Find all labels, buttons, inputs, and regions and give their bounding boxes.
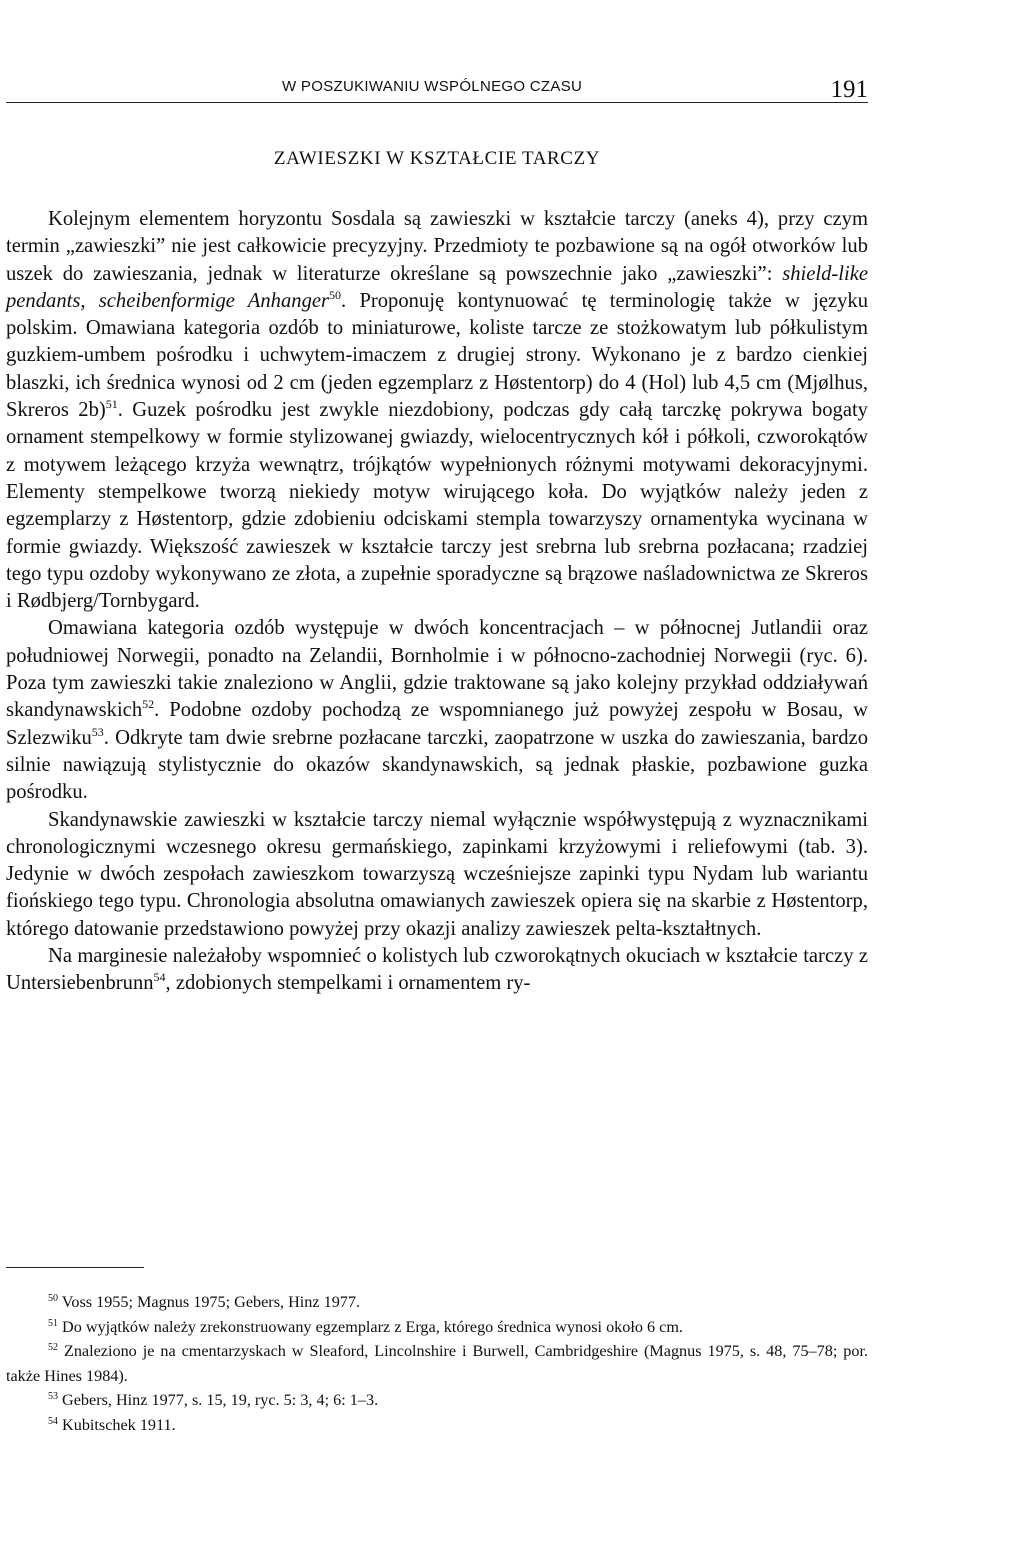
page-number: 191	[830, 76, 868, 103]
footnote-ref-50[interactable]: 50	[329, 287, 342, 302]
paragraph-1	[6, 206, 868, 615]
footnote-text: Do wyjątków należy zrekonstruowany egzemplarz z Erga, którego średnica wynosi około 6 cm.	[62, 1317, 683, 1336]
footnote	[6, 1413, 868, 1438]
text-run: . Guzek pośrodku jest zwykle niezdobiony, podczas gdy całą tarczkę pokrywa bogaty ornament stempelkowy w formie stylizowanej gwiazdy, wielocentrycznych kół i półkoli, czworokątów z motywem leżącego krzyża wewnątrz, trójkątów wypełnionych różnymi motywami dekoracyjnymi. Elementy stempelkowe tworzą niekiedy motyw wirującego koła. Do wyjątków należy jeden z egzemplarzy z Høstentorp, gdzie zdobieniu odciskami stempla towarzyszy ornamentyka wycinana w formie gwiazdy. Większość zawieszek w kształcie tarczy jest srebrna lub srebrna pozłacana; rzadziej tego typu ozdoby wykonywano ze złota, a zupełnie sporadyczne są brązowe naśladownictwa ze Skreros i Rødbjerg/Tornbygard.	[6, 399, 868, 613]
footnote-ref-51[interactable]: 51	[105, 397, 118, 412]
text-run: . Proponuję kontynuować tę terminologię także w języku polskim. Omawiana kategoria ozdób to miniaturowe, koliste tarcze ze stożkowatym lub półkulistym guzkiem-umbem pośrodku i uchwytem-imaczem z drugiej strony. Wykonano je z bardzo cienkiej blaszki, ich średnica wynosi od 2 cm (jeden egzemplarz z Høstentorp) do 4 (Hol) lub 4,5 cm (Mjølhus, Skreros 2b)	[6, 289, 868, 422]
footnote-number: 54	[48, 1415, 58, 1427]
footnote	[6, 1339, 868, 1388]
footnote-ref-53[interactable]: 53	[91, 724, 104, 739]
paragraph-3: Skandynawskie zawieszki w kształcie tarczy niemal wyłącznie współwystępują z wyznacznikami chronologicznymi wczesnego okresu germańskiego, zapinkami krzyżowymi i reliefowymi (tab. 3). Jedynie w dwóch zespołach zawieszkom towarzyszą wcześniejsze zapinki typu Nydam lub wariantu fiońskiego tego typu. Chronologia absolutna omawianych zawieszek opiera się na skarbie z Høstentorp, którego datowanie przedstawiono powyżej przy okazji analizy zawieszek pelta-kształtnych.	[6, 808, 868, 940]
text-run: Kolejnym elementem horyzontu Sosdala są zawieszki w kształcie tarczy (aneks 4), przy czym termin „zawieszki” nie jest całkowicie precyzyjny. Przedmioty te pozbawione są na ogół otworków lub uszek do zawieszania, jednak w literaturze określane są powszechnie jako „zawieszki”:	[6, 208, 868, 285]
paragraph-4	[6, 943, 868, 998]
footnote-number: 51	[48, 1317, 58, 1329]
section-title: ZAWIESZKI W KSZTAŁCIE TARCZY	[273, 148, 601, 169]
footnote	[6, 1290, 868, 1315]
footnote-text: Gebers, Hinz 1977, s. 15, 19, ryc. 5: 3, 4; 6: 1–3.	[62, 1391, 379, 1410]
footnote-rule	[6, 1267, 144, 1268]
footnote-ref-52[interactable]: 52	[142, 697, 155, 712]
text-run: , zdobionych stempelkami i ornamentem ry-	[165, 972, 531, 995]
footnote-text: Kubitschek 1911.	[62, 1415, 176, 1434]
text-run: Na marginesie należałoby wspomnieć o kolistych lub czworokątnych okuciach w kształcie tarczy z Untersiebenbrunn	[6, 945, 868, 995]
footnote	[6, 1388, 868, 1413]
footnote-number: 50	[48, 1293, 58, 1304]
body-text	[6, 206, 868, 998]
running-title: W POSZUKIWANIU WSPÓLNEGO CZASU	[282, 78, 583, 95]
text-run: Omawiana kategoria ozdób występuje w dwóch koncentracjach – w północnej Jutlandii oraz południowej Norwegii, ponadto na Zelandii, Bornholmie i w północno-zachodniej Norwegii (ryc. 6). Poza tym zawieszki takie znaleziono w Anglii, gdzie traktowane są jako kolejny przykład oddziaływań skandynawskich	[6, 617, 868, 722]
footnote	[6, 1315, 868, 1340]
footnote-number: 53	[48, 1391, 58, 1403]
footnotes	[6, 1290, 868, 1438]
text-run: . Odkryte tam dwie srebrne pozłacane tarczki, zaopatrzone w uszka do zawieszania, bardzo silnie nawiązują stylistycznie do okazów skandynawskich, są jednak płaskie, pozbawione guzka pośrodku.	[6, 726, 868, 804]
running-header	[6, 72, 868, 108]
header-rule	[6, 102, 868, 103]
footnote-number: 52	[48, 1342, 58, 1354]
paragraph-2	[6, 615, 868, 806]
footnote-ref-54[interactable]: 54	[153, 970, 166, 985]
italic-term: shield-like pendants, scheibenformige Anhanger	[6, 262, 868, 312]
text-run: . Podobne ozdoby pochodzą ze wspomnianego już powyżej zespołu w Bosau, w Szlezwiku	[6, 699, 868, 749]
footnote-text: Znaleziono je na cmentarzyskach w Sleaford, Lincolnshire i Burwell, Cambridgeshire (Magnus 1975, s. 48, 75–78; por. także Hines 1984).	[6, 1342, 868, 1385]
footnote-text: Voss 1955; Magnus 1975; Gebers, Hinz 1977.	[61, 1293, 361, 1311]
